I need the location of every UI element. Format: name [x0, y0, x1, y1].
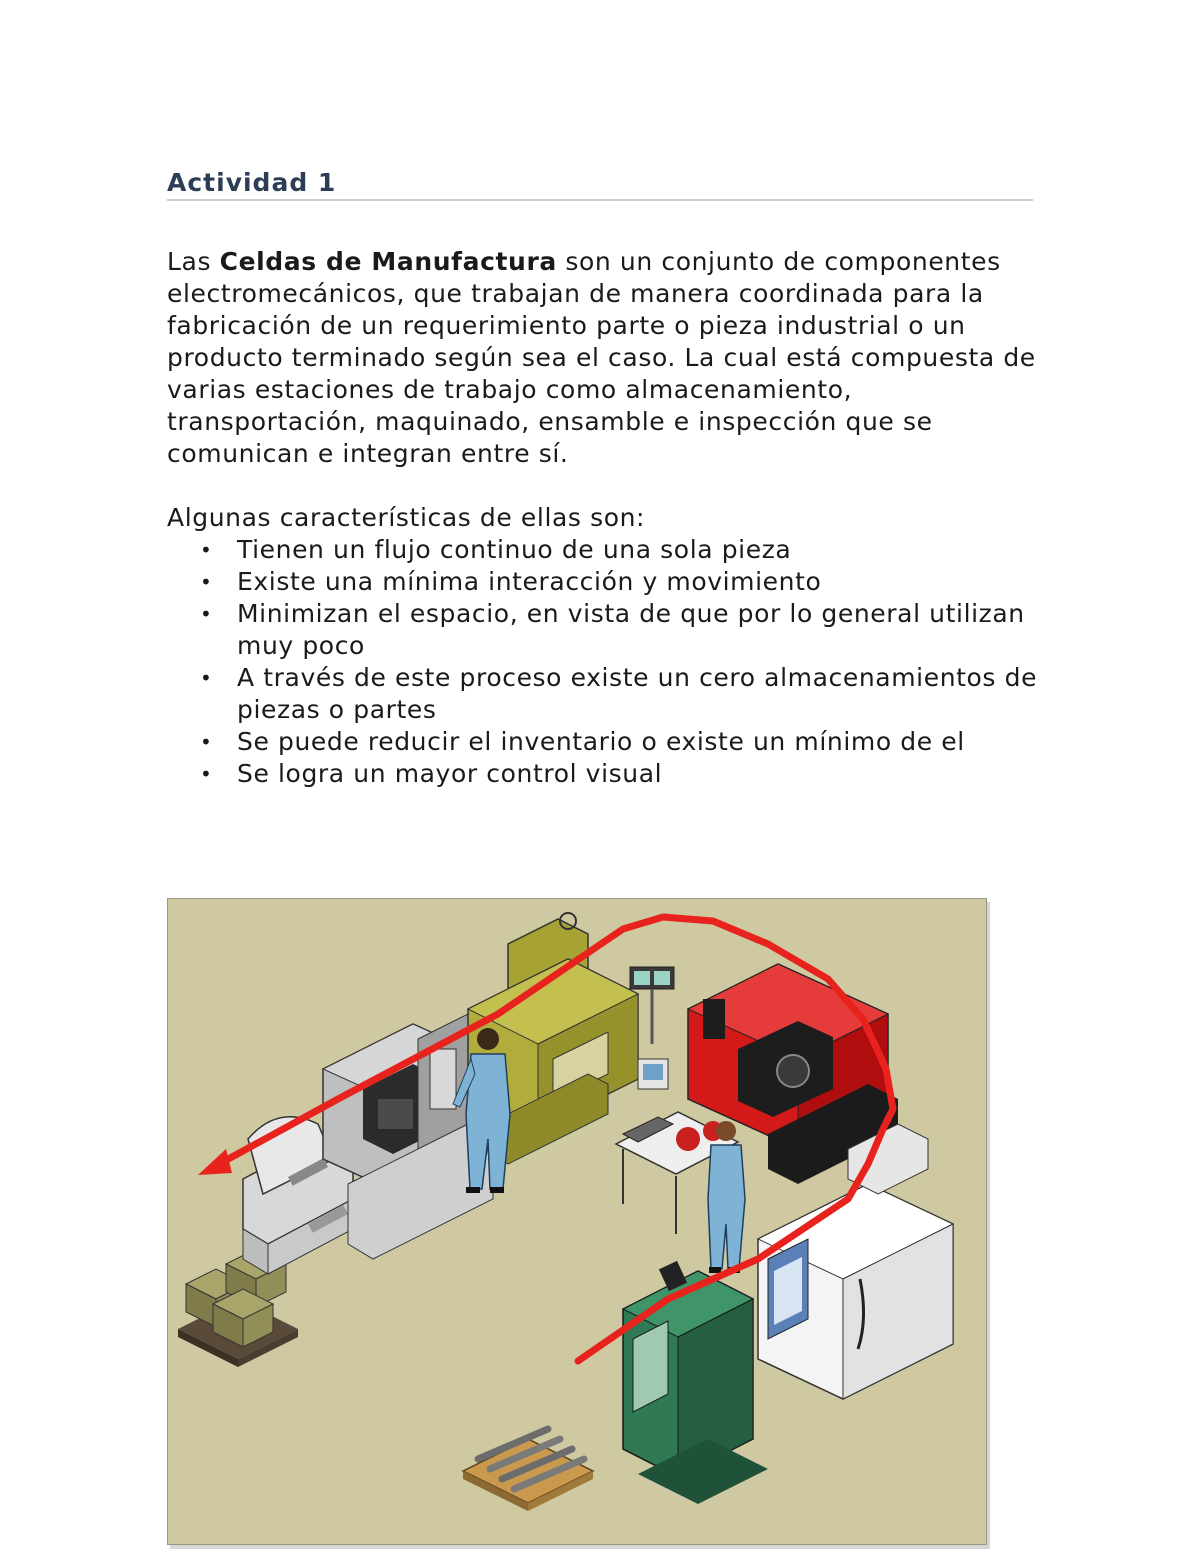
intro-term: Celdas de Manufactura	[219, 247, 557, 276]
list-item	[167, 726, 1047, 758]
list-item-text: A través de este proceso existe un cero almacenamientos de piezas o partes	[237, 663, 1038, 724]
intro-lead: Las	[167, 247, 220, 276]
manufacturing-cell-illustration-icon	[168, 899, 986, 1544]
bullet-icon: •	[200, 666, 213, 690]
list-item	[167, 758, 1047, 790]
document-body	[167, 246, 1047, 790]
list-item	[167, 566, 1047, 598]
manufacturing-cell-figure	[167, 898, 987, 1545]
intro-paragraph	[167, 246, 1047, 470]
bullet-icon: •	[200, 602, 213, 626]
list-item	[167, 662, 1047, 726]
bullet-icon: •	[200, 570, 213, 594]
list-item	[167, 534, 1047, 566]
title-divider	[167, 199, 1033, 201]
list-item	[167, 598, 1047, 662]
list-item-text: Tienen un flujo continuo de una sola pieza	[237, 535, 792, 564]
bullet-icon: •	[200, 762, 213, 786]
list-item-text: Existe una mínima interacción y movimiento	[237, 567, 822, 596]
list-item-text: Se logra un mayor control visual	[237, 759, 663, 788]
list-item-text: Se puede reducir el inventario o existe un mínimo de el	[237, 727, 965, 756]
bullet-icon: •	[200, 730, 213, 754]
page-title: Actividad 1	[167, 168, 337, 197]
bullet-icon: •	[200, 538, 213, 562]
features-intro: Algunas características de ellas son:	[167, 503, 646, 532]
list-item-text: Minimizan el espacio, en vista de que por lo general utilizan muy poco	[237, 599, 1025, 660]
intro-rest: son un conjunto de componentes electromecánicos, que trabajan de manera coordinada para la fabricación de un requerimiento parte o pieza industrial o un producto terminado según sea el caso. La cual está compuesta de varias estaciones de trabajo como almacenamiento, transportación, maquinado, ensamble e inspección que se comunican e integran entre sí.	[167, 247, 1036, 468]
features-list	[167, 534, 1047, 790]
